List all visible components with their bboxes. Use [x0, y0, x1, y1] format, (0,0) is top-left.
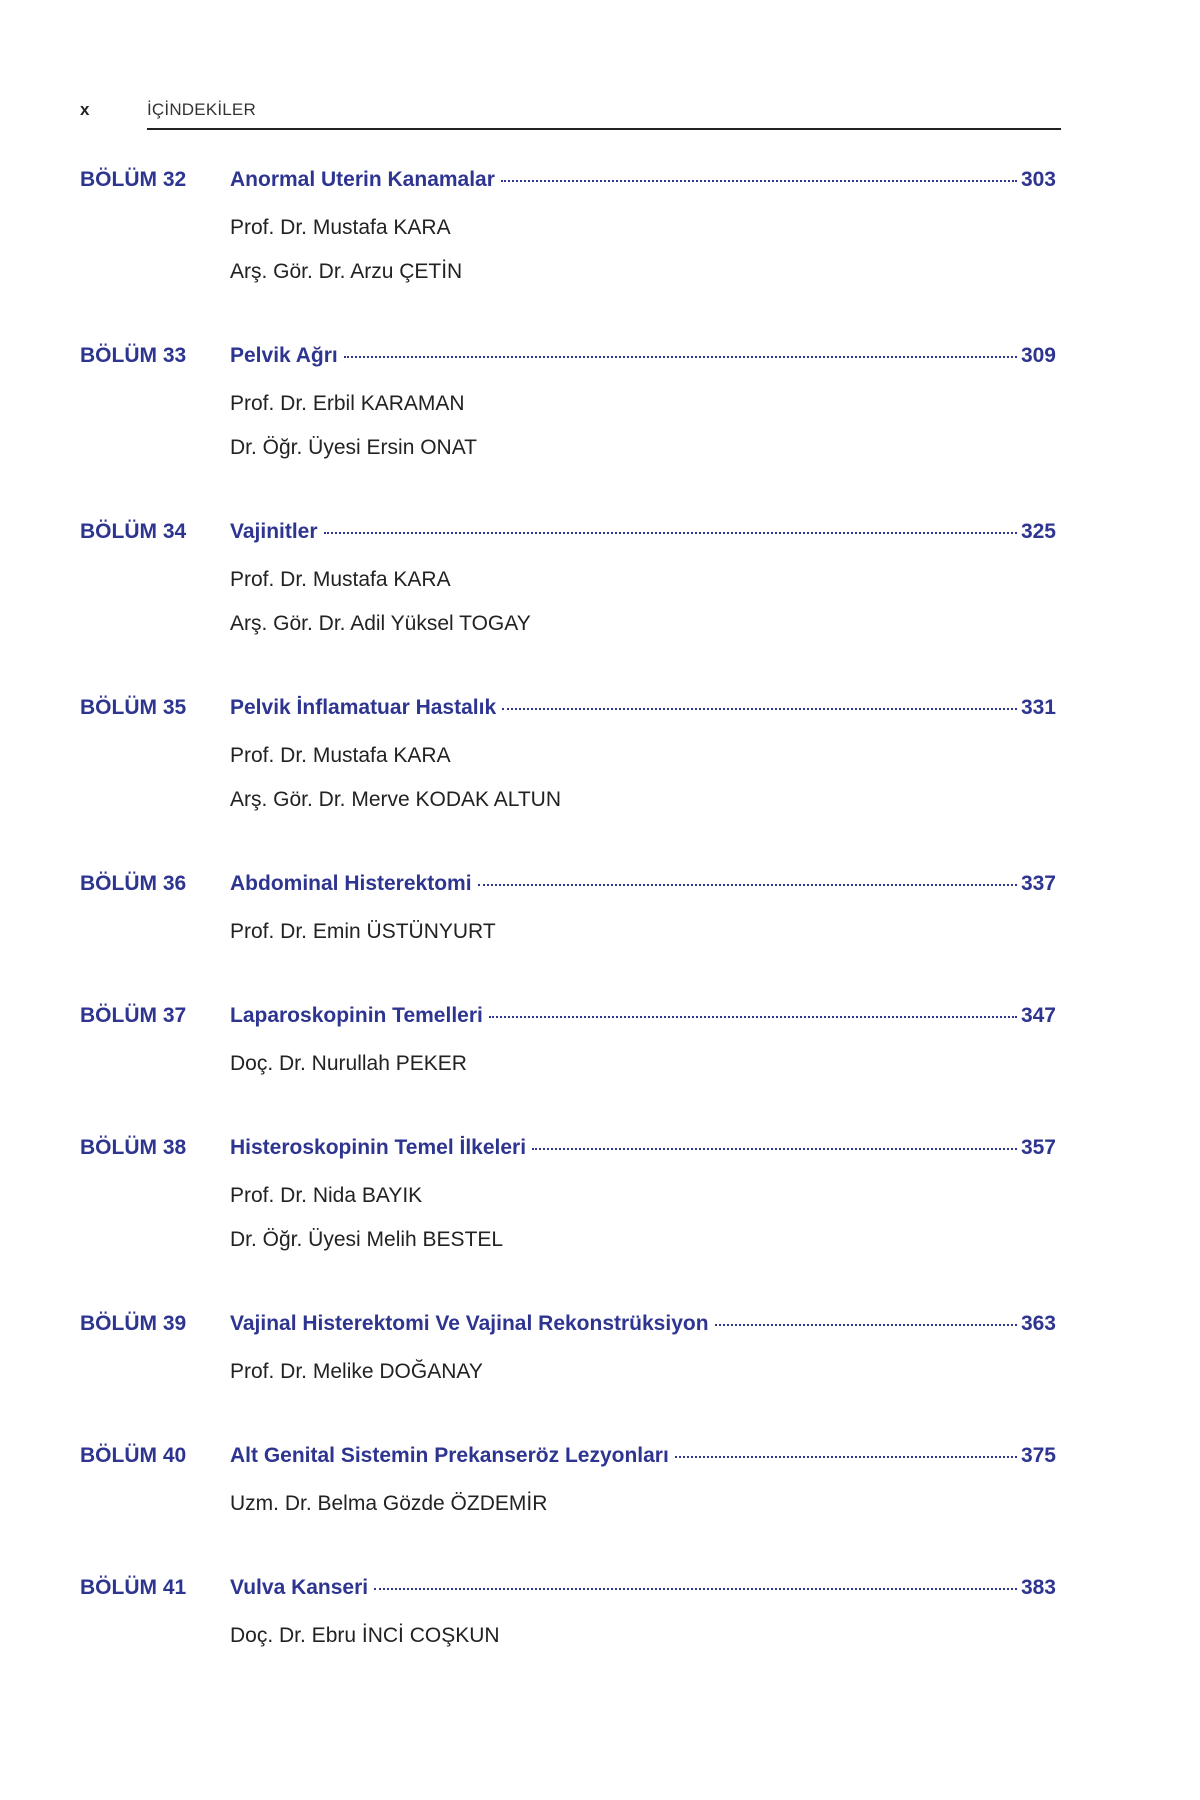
chapter-page-number: 303 — [1020, 168, 1056, 191]
author-name: Prof. Dr. Melike DOĞANAY — [230, 1360, 483, 1383]
chapter-heading[interactable] — [0, 512, 1200, 558]
chapter-heading[interactable] — [0, 1436, 1200, 1482]
chapter-heading[interactable] — [0, 996, 1200, 1042]
chapter-line — [230, 1312, 1056, 1336]
chapter-title: Laparoskopinin Temelleri — [230, 1004, 483, 1027]
chapter-title: Alt Genital Sistemin Prekanseröz Lezyonları — [230, 1444, 669, 1467]
chapter-line — [230, 696, 1056, 720]
chapter-title: Anormal Uterin Kanamalar — [230, 168, 495, 191]
toc-entry — [0, 336, 1200, 470]
page-header — [0, 0, 1200, 140]
dot-leader — [532, 1148, 1017, 1150]
chapter-heading[interactable] — [0, 160, 1200, 206]
toc-entry — [0, 996, 1200, 1086]
toc-entry — [0, 1304, 1200, 1394]
running-title: İÇİNDEKİLER — [147, 100, 256, 119]
chapter-label: BÖLÜM 32 — [80, 168, 187, 191]
toc-entry — [0, 688, 1200, 822]
author-name: Prof. Dr. Nida BAYIK — [230, 1184, 423, 1207]
chapter-label: BÖLÜM 35 — [80, 696, 187, 719]
chapter-page-number: 375 — [1020, 1444, 1056, 1467]
chapter-label: BÖLÜM 41 — [80, 1576, 187, 1599]
dot-leader — [374, 1588, 1017, 1590]
toc-entry — [0, 1128, 1200, 1262]
chapter-page-number: 331 — [1020, 696, 1056, 719]
chapter-title: Histeroskopinin Temel İlkeleri — [230, 1136, 527, 1159]
chapter-page-number: 363 — [1020, 1312, 1056, 1335]
chapter-title: Vulva Kanseri — [230, 1576, 369, 1599]
chapter-page-number: 325 — [1020, 520, 1056, 543]
chapter-heading[interactable] — [0, 864, 1200, 910]
chapter-heading[interactable] — [0, 688, 1200, 734]
chapter-title: Pelvik Ağrı — [230, 344, 338, 367]
dot-leader — [344, 356, 1017, 358]
dot-leader — [501, 180, 1017, 182]
header-rule — [147, 128, 1061, 130]
author-name: Doç. Dr. Nurullah PEKER — [230, 1052, 467, 1075]
dot-leader — [324, 532, 1017, 534]
dot-leader — [489, 1016, 1017, 1018]
chapter-label: BÖLÜM 36 — [80, 872, 187, 895]
chapter-line — [230, 1136, 1056, 1160]
chapter-heading[interactable] — [0, 1568, 1200, 1614]
chapter-line — [230, 872, 1056, 896]
author-list — [230, 734, 1060, 822]
dot-leader — [715, 1324, 1017, 1326]
chapter-title: Abdominal Histerektomi — [230, 872, 472, 895]
chapter-heading[interactable] — [0, 336, 1200, 382]
author-list — [230, 1350, 1060, 1394]
dot-leader — [478, 884, 1017, 886]
chapter-heading[interactable] — [0, 1304, 1200, 1350]
dot-leader — [675, 1456, 1017, 1458]
chapter-title: Pelvik İnflamatuar Hastalık — [230, 696, 497, 719]
author-list — [230, 910, 1060, 954]
author-name: Prof. Dr. Mustafa KARA — [230, 744, 451, 767]
toc-entry — [0, 512, 1200, 646]
chapter-page-number: 347 — [1020, 1004, 1056, 1027]
author-name: Uzm. Dr. Belma Gözde ÖZDEMİR — [230, 1492, 548, 1515]
author-name: Dr. Öğr. Üyesi Melih BESTEL — [230, 1228, 504, 1251]
chapter-line — [230, 1444, 1056, 1468]
toc-entry — [0, 1568, 1200, 1658]
author-name: Doç. Dr. Ebru İNCİ COŞKUN — [230, 1624, 500, 1647]
table-of-contents — [0, 160, 1200, 1700]
chapter-label: BÖLÜM 37 — [80, 1004, 187, 1027]
toc-entry — [0, 1436, 1200, 1526]
author-list — [230, 558, 1060, 646]
author-name: Dr. Öğr. Üyesi Ersin ONAT — [230, 436, 477, 459]
author-name: Arş. Gör. Dr. Arzu ÇETİN — [230, 260, 463, 283]
chapter-heading[interactable] — [0, 1128, 1200, 1174]
author-name: Prof. Dr. Mustafa KARA — [230, 216, 451, 239]
author-name: Arş. Gör. Dr. Adil Yüksel TOGAY — [230, 612, 531, 635]
toc-entry — [0, 864, 1200, 954]
author-name: Prof. Dr. Erbil KARAMAN — [230, 392, 465, 415]
chapter-line — [230, 520, 1056, 544]
chapter-label: BÖLÜM 33 — [80, 344, 187, 367]
author-list — [230, 1174, 1060, 1262]
chapter-label: BÖLÜM 39 — [80, 1312, 187, 1335]
chapter-line — [230, 344, 1056, 368]
chapter-page-number: 309 — [1020, 344, 1056, 367]
author-list — [230, 1482, 1060, 1526]
author-list — [230, 206, 1060, 294]
chapter-label: BÖLÜM 40 — [80, 1444, 187, 1467]
author-list — [230, 1042, 1060, 1086]
chapter-page-number: 383 — [1020, 1576, 1056, 1599]
author-name: Prof. Dr. Emin ÜSTÜNYURT — [230, 920, 496, 943]
author-list — [230, 1614, 1060, 1658]
chapter-line — [230, 1004, 1056, 1028]
chapter-label: BÖLÜM 38 — [80, 1136, 187, 1159]
chapter-page-number: 337 — [1020, 872, 1056, 895]
chapter-title: Vajinitler — [230, 520, 318, 543]
author-name: Prof. Dr. Mustafa KARA — [230, 568, 451, 591]
author-name: Arş. Gör. Dr. Merve KODAK ALTUN — [230, 788, 562, 811]
toc-entry — [0, 160, 1200, 294]
chapter-page-number: 357 — [1020, 1136, 1056, 1159]
dot-leader — [502, 708, 1017, 710]
chapter-line — [230, 1576, 1056, 1600]
chapter-label: BÖLÜM 34 — [80, 520, 187, 543]
chapter-title: Vajinal Histerektomi Ve Vajinal Rekonstrüksiyon — [230, 1312, 709, 1335]
page-number: x — [80, 100, 90, 119]
author-list — [230, 382, 1060, 470]
chapter-line — [230, 168, 1056, 192]
